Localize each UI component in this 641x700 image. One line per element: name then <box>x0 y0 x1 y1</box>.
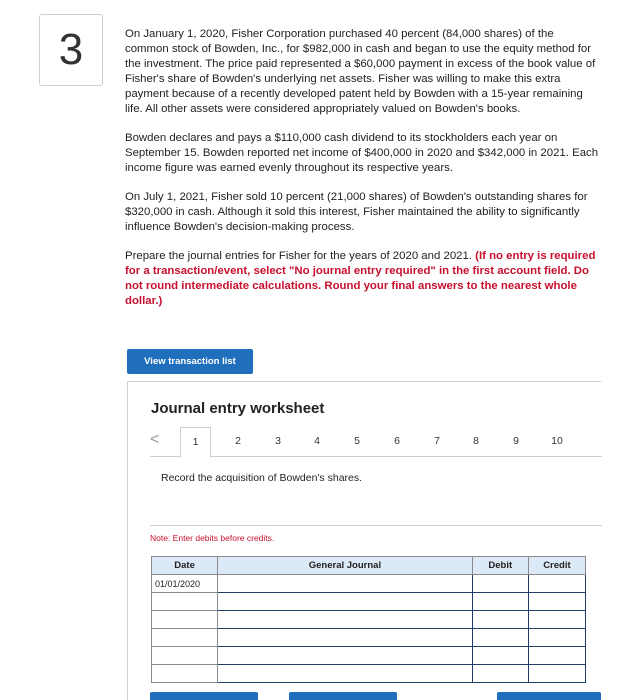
table-row <box>152 575 586 593</box>
instruction-text: Record the acquisition of Bowden's shares. <box>161 472 363 484</box>
date-cell <box>152 647 218 665</box>
paragraph-1: On January 1, 2020, Fisher Corporation purchased 40 percent (84,000 shares) of the common stock of Bowden, Inc., for $982,000 in cash and began to use the equity method for the investment. The price paid represented a $60,000 payment in excess of the book value of Fisher's share of Bowden's underlying net assets. Fisher was willing to make this extra payment because of a recently developed patent held by Bowden with a 15-year remaining life. All other assets were considered appropriately valued on Bowden's books. <box>125 28 596 115</box>
journal-entry-worksheet <box>127 381 601 700</box>
debit-input[interactable] <box>472 647 528 665</box>
instruction-box <box>150 458 602 526</box>
credit-input[interactable] <box>528 611 585 629</box>
general-journal-header: General Journal <box>218 557 473 575</box>
page-tab-1[interactable]: 1 <box>180 427 211 458</box>
account-input[interactable] <box>218 575 473 593</box>
credit-input[interactable] <box>528 647 585 665</box>
clear-entry-button[interactable] <box>289 692 397 700</box>
prev-page-icon[interactable]: < <box>150 431 160 448</box>
credit-input[interactable] <box>528 665 585 683</box>
table-row <box>152 647 586 665</box>
page-tab-3[interactable]: 3 <box>275 435 281 447</box>
question-number: 3 <box>39 14 103 86</box>
credit-header: Credit <box>528 557 585 575</box>
date-cell <box>152 611 218 629</box>
worksheet-title: Journal entry worksheet <box>151 400 325 417</box>
page-tab-5[interactable]: 5 <box>354 435 360 447</box>
credit-input[interactable] <box>528 629 585 647</box>
date-cell <box>152 665 218 683</box>
table-row <box>152 629 586 647</box>
page-tab-7[interactable]: 7 <box>434 435 440 447</box>
credit-input[interactable] <box>528 593 585 611</box>
account-input[interactable] <box>218 629 473 647</box>
debit-input[interactable] <box>472 575 528 593</box>
journal-table <box>151 556 586 683</box>
prompt-text: Prepare the journal entries for Fisher for the years of 2020 and 2021. <box>125 250 476 262</box>
account-input[interactable] <box>218 593 473 611</box>
page-tab-8[interactable]: 8 <box>473 435 479 447</box>
instructions-paragraph <box>125 249 600 309</box>
view-transaction-list-button[interactable]: View transaction list <box>127 349 253 374</box>
view-general-journal-button[interactable] <box>497 692 601 700</box>
page-tab-4[interactable]: 4 <box>314 435 320 447</box>
debit-input[interactable] <box>472 611 528 629</box>
date-header: Date <box>152 557 218 575</box>
paragraph-2: Bowden declares and pays a $110,000 cash dividend to its stockholders each year on September 15. Bowden reported net income of $400,000 in 2020 and $342,000 in 2021. Each income figure was earned evenly throughout its respective years. <box>125 132 599 174</box>
debit-input[interactable] <box>472 665 528 683</box>
debit-header: Debit <box>472 557 528 575</box>
account-input[interactable] <box>218 611 473 629</box>
date-cell <box>152 593 218 611</box>
debit-input[interactable] <box>472 593 528 611</box>
page-tab-6[interactable]: 6 <box>394 435 400 447</box>
prompt-emphasis: (If no entry is required for a transaction/event, select "No journal entry required" in the first account field. Do not round intermediate calculations. Round your final answers to the nearest whole dollar.) <box>125 250 596 307</box>
record-entry-button[interactable] <box>150 692 258 700</box>
table-row <box>152 593 586 611</box>
page-tab-2[interactable]: 2 <box>235 435 241 447</box>
entry-note: Note: Enter debits before credits. <box>150 533 275 543</box>
table-row <box>152 611 586 629</box>
question-text <box>125 27 600 323</box>
date-cell: 01/01/2020 <box>152 575 218 593</box>
worksheet-pager <box>150 427 602 457</box>
debit-input[interactable] <box>472 629 528 647</box>
credit-input[interactable] <box>528 575 585 593</box>
date-cell <box>152 629 218 647</box>
account-input[interactable] <box>218 647 473 665</box>
page-tab-9[interactable]: 9 <box>513 435 519 447</box>
table-row <box>152 665 586 683</box>
page-tab-10[interactable]: 10 <box>551 435 563 447</box>
paragraph-3: On July 1, 2021, Fisher sold 10 percent (21,000 shares) of Bowden's outstanding shares for $320,000 in cash. Although it sold this interest, Fisher maintained the ability to significantly influence Bowden's decision-making process. <box>125 191 588 233</box>
account-input[interactable] <box>218 665 473 683</box>
